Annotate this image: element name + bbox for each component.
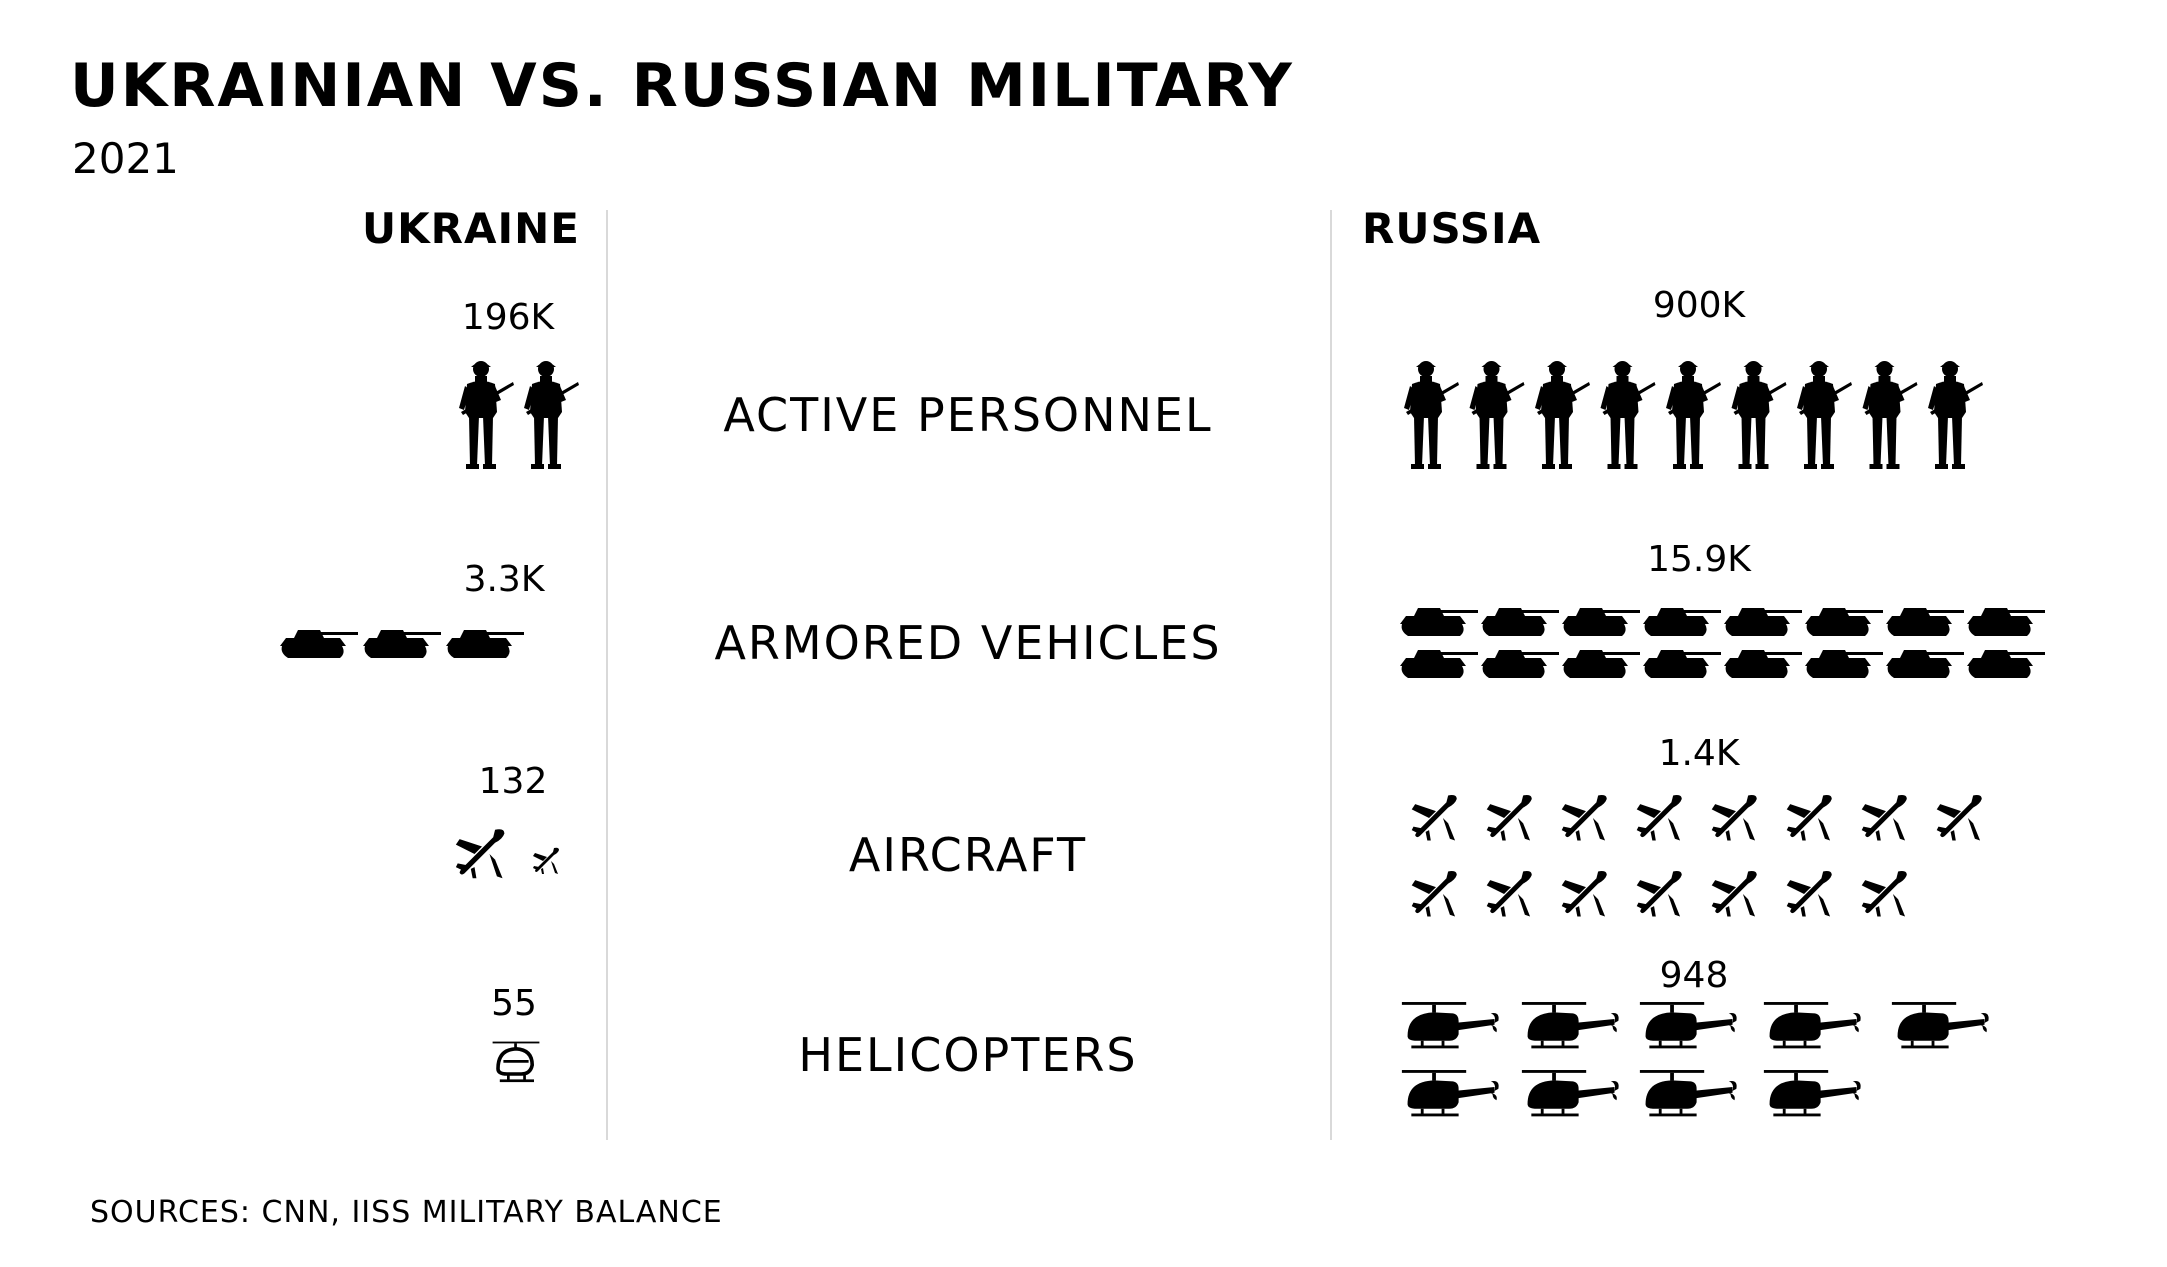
value-label-russia-vehicles: 15.9K (1647, 539, 1751, 580)
soldier-icon (1797, 361, 1852, 469)
helicopter-icon (1402, 1070, 1499, 1116)
tank-icon (1967, 608, 2045, 636)
soldier-icon (1470, 361, 1525, 469)
plane-icon (1712, 795, 1757, 841)
tank-icon (1805, 650, 1883, 678)
plane-icon (1637, 795, 1682, 841)
plane-icon (1712, 871, 1757, 917)
soldier-icon (1732, 361, 1787, 469)
plane-icon (533, 848, 559, 874)
tank-icon (280, 630, 358, 658)
plane-icon (1862, 795, 1907, 841)
helicopter-icon (1764, 1070, 1861, 1116)
value-label-ukraine-aircraft: 132 (478, 761, 548, 802)
chart-title: UKRAINIAN VS. RUSSIAN MILITARY (70, 51, 1294, 121)
plane-icon (1862, 871, 1907, 917)
plane-icon (1562, 795, 1607, 841)
value-label-russia-personnel: 900K (1652, 285, 1746, 326)
category-label-aircraft: AIRCRAFT (848, 828, 1088, 882)
plane-icon (1637, 871, 1682, 917)
category-label-helicopters: HELICOPTERS (798, 1028, 1138, 1082)
soldier-icon (524, 361, 579, 469)
tank-icon (1886, 650, 1964, 678)
column-header-ukraine: UKRAINE (362, 204, 580, 253)
value-label-russia-helicopters: 948 (1659, 955, 1729, 996)
plane-icon (1487, 871, 1532, 917)
helicopter-icon (1892, 1002, 1989, 1048)
helicopter-icon (1764, 1002, 1861, 1048)
helicopter-icon (493, 1042, 540, 1083)
plane-icon (1412, 795, 1457, 841)
plane-icon (1487, 795, 1532, 841)
tank-icon (446, 630, 524, 658)
value-label-russia-aircraft: 1.4K (1658, 733, 1740, 774)
tank-icon (1481, 608, 1559, 636)
tank-icon (1805, 608, 1883, 636)
helicopter-icon (1402, 1002, 1499, 1048)
soldier-icon (1601, 361, 1656, 469)
tank-icon (363, 630, 441, 658)
tank-icon (1724, 608, 1802, 636)
helicopter-icon (1522, 1070, 1619, 1116)
category-label-armored-vehicles: ARMORED VEHICLES (714, 616, 1222, 670)
tank-icon (1886, 608, 1964, 636)
tank-icon (1724, 650, 1802, 678)
helicopter-icon (1640, 1070, 1737, 1116)
chart-subtitle: 2021 (72, 134, 179, 183)
plane-icon (456, 829, 505, 878)
plane-icon (1412, 871, 1457, 917)
tank-icon (1643, 650, 1721, 678)
helicopter-icon (1522, 1002, 1619, 1048)
tank-icon (1481, 650, 1559, 678)
category-label-active-personnel: ACTIVE PERSONNEL (723, 388, 1213, 442)
plane-icon (1787, 871, 1832, 917)
soldier-icon (459, 361, 514, 469)
tank-icon (1400, 650, 1478, 678)
value-label-ukraine-personnel: 196K (461, 297, 555, 338)
plane-icon (1562, 871, 1607, 917)
tank-icon (1562, 650, 1640, 678)
plane-icon (1937, 795, 1982, 841)
tank-icon (1400, 608, 1478, 636)
soldier-icon (1535, 361, 1590, 469)
soldier-icon (1404, 361, 1459, 469)
soldier-icon (1928, 361, 1983, 469)
source-note: SOURCES: CNN, IISS MILITARY BALANCE (90, 1195, 723, 1230)
plane-icon (1787, 795, 1832, 841)
tank-icon (528, 630, 606, 658)
tank-icon (1562, 608, 1640, 636)
soldier-icon (1666, 361, 1721, 469)
soldier-icon (1863, 361, 1918, 469)
tank-icon (1643, 608, 1721, 636)
helicopter-icon (1640, 1002, 1737, 1048)
tank-icon (1967, 650, 2045, 678)
value-label-ukraine-helicopters: 55 (491, 983, 537, 1024)
column-header-russia: RUSSIA (1362, 204, 1542, 253)
value-label-ukraine-vehicles: 3.3K (463, 559, 545, 600)
